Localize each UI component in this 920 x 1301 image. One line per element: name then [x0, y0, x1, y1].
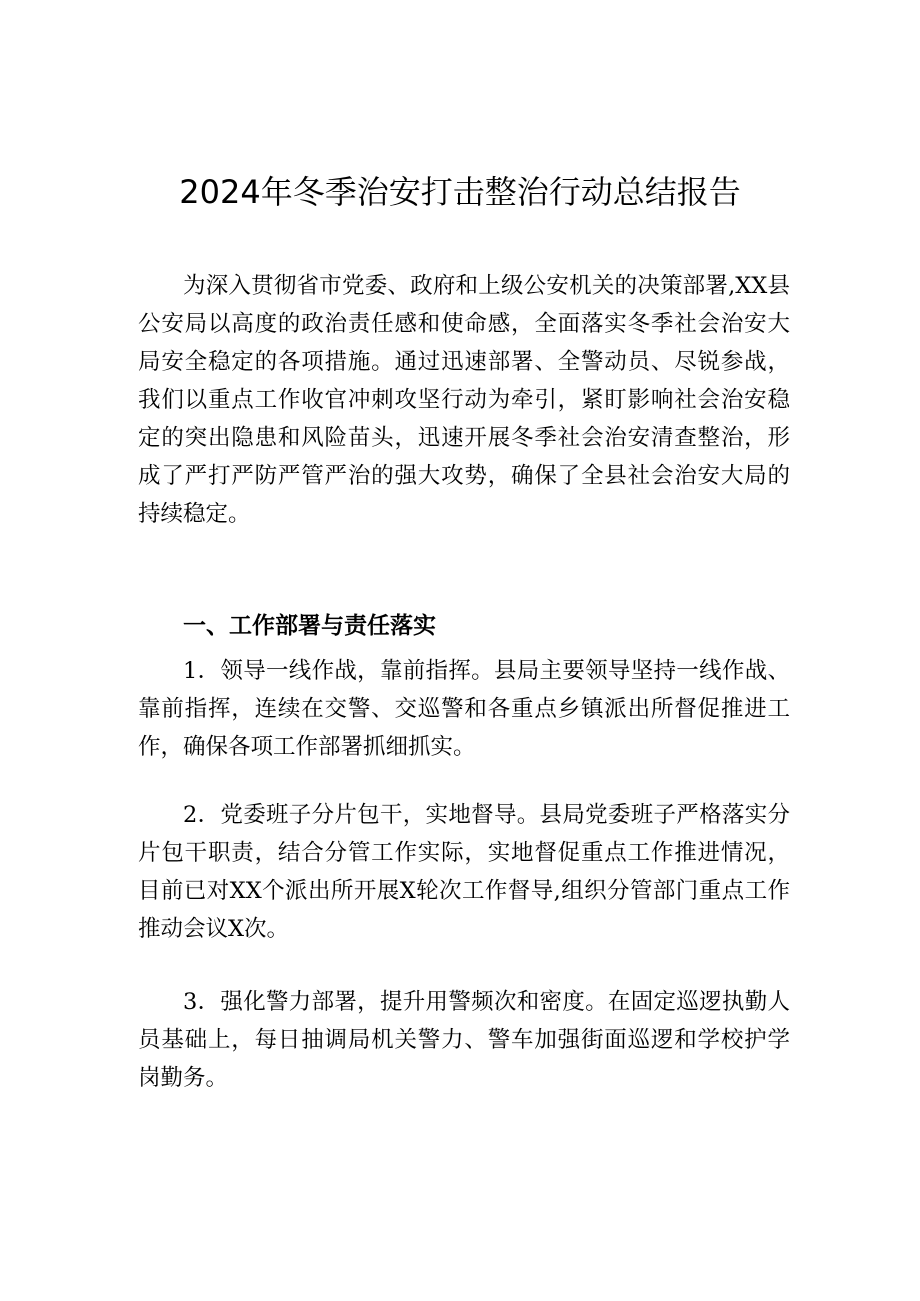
section-heading: 一、工作部署与责任落实	[183, 613, 436, 639]
document-title: 2024年冬季治安打击整治行动总结报告	[179, 173, 741, 211]
intro-paragraph: 为深入贯彻省市党委、政府和上级公安机关的决策部署,XX县公安局以高度的政治责任感和使命感，全面落实冬季社会治安大局安全稳定的各项措施。通过迅速部署、全警动员、尽锐参战，我们以重点工作收官冲刺攻坚行动为牵引，紧盯影响社会治安稳定的突出隐患和风险苗头，迅速开展冬季社会治安清查整治，形成了严打严防严管严治的强大攻势，确保了全县社会治安大局的持续稳定。	[138, 273, 790, 527]
list-item: 3．强化警力部署，提升用警频次和密度。在固定巡逻执勤人员基础上，每日抽调局机关警力、警车加强街面巡逻和学校护学岗勤务。	[138, 989, 790, 1091]
list-item: 1．领导一线作战，靠前指挥。县局主要领导坚持一线作战、靠前指挥，连续在交警、交巡警和各重点乡镇派出所督促推进工作，确保各项工作部署抓细抓实。	[138, 658, 790, 760]
list-item: 2．党委班子分片包干，实地督导。县局党委班子严格落实分片包干职责，结合分管工作实际，实地督促重点工作推进情况，目前已对XX个派出所开展X轮次工作督导,组织分管部门重点工作推动会议X次。	[138, 802, 790, 942]
